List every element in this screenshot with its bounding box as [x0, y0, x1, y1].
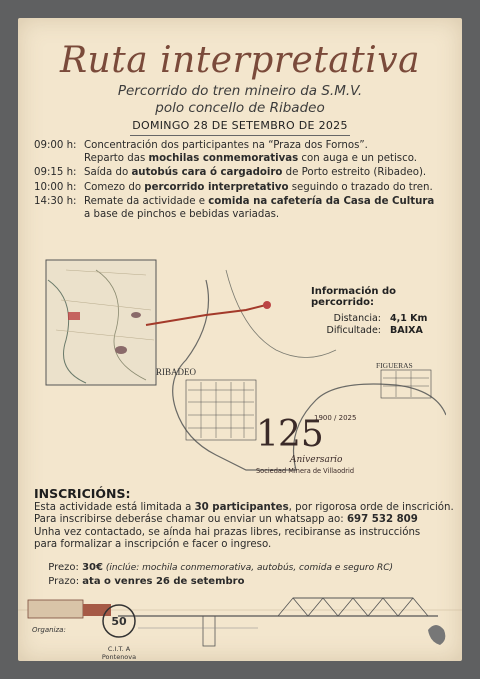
schedule-row [34, 140, 454, 165]
map-label-ribadeo: RIBADEO [156, 367, 196, 377]
registration-line1 [34, 502, 458, 515]
schedule-time: 14:30 h: [34, 196, 77, 207]
price-block [26, 561, 393, 588]
schedule-row [34, 182, 454, 195]
phone-number: 697 532 809 [346, 514, 418, 525]
price-value: 30€ [82, 562, 103, 573]
schedule-time: 09:15 h: [34, 167, 77, 178]
poster-title: Ruta interpretativa [59, 40, 421, 81]
schedule-time: 10:00 h: [34, 181, 77, 193]
anniv-number-1: 1 [256, 414, 279, 455]
route-info [311, 286, 451, 337]
registration [34, 488, 458, 552]
registration-heading: INSCRICIÓNS: [34, 486, 131, 501]
schedule-description: Concentración dos participantes na “Praza dos Fornos”. Reparto das mochilas conmemorativas con auga e un petisco. [84, 140, 418, 164]
schedule-description: Remate da actividade e comida na cafetería da Casa de Cultura a base de pinchos e bebidas variadas. [84, 196, 435, 220]
schedule-description: Comezo do percorrido interpretativo seguindo o trazado do tren. [84, 181, 433, 193]
deadline-value: ata o venres 26 de setembro [82, 576, 245, 587]
organiza-label: Organiza: [32, 626, 66, 634]
participants-limit: 30 participantes [194, 501, 289, 513]
difficulty-label: Dificultade: [326, 325, 381, 336]
difficulty-value: BAIXA [390, 325, 423, 336]
distance-label: Distancia: [333, 313, 381, 324]
anniv-number-25: 25 [278, 414, 324, 455]
cit-emblem-icon [101, 603, 137, 639]
ribadeo-town [186, 380, 256, 440]
anniv-company: Sociedad Minera de Villaodrid [256, 467, 355, 475]
inset-map [46, 260, 156, 385]
cit-emblem-number: 50 [111, 615, 127, 628]
registration-line2 [34, 514, 458, 527]
registration-line4: para formalizar a inscripción e facer o ingreso. [34, 539, 272, 550]
distance-row [311, 313, 451, 325]
cit-name: C.I.T. A Pontenova [101, 645, 137, 661]
anniversary-logo [256, 406, 406, 476]
event-date: DOMINGO 28 DE SETEMBRO DE 2025 [130, 119, 350, 136]
schedule-description: Saída do autobús cara ó cargadoiro de Porto estreito (Ribadeo). [84, 167, 427, 178]
anniv-years: 1900 / 2025 [314, 414, 357, 422]
price-row [26, 561, 393, 575]
registration-text: Para inscribirse deberáse chamar ou enviar un whatsapp ao: [34, 514, 347, 525]
registration-text: , por rigorosa orde de inscrición. [288, 501, 454, 513]
distance-value: 4,1 Km [390, 313, 428, 324]
poster-paper [18, 18, 462, 661]
map-label-figueras: FIGUERAS [376, 361, 413, 370]
schedule [34, 140, 454, 223]
poster-subtitle-line2: polo concello de Ribadeo [155, 100, 325, 116]
registration-text: Esta actividade está limitada a [34, 501, 195, 513]
price-note: (inclúe: mochila conmemorativa, autobús, comida e seguro RC) [102, 563, 394, 573]
poster-subtitle-line1: Percorrido do tren mineiro da S.M.V. [117, 83, 363, 99]
schedule-row [34, 196, 454, 221]
route-info-heading: Información do percorrido: [311, 286, 397, 308]
anniv-label: Aniversario [290, 455, 343, 465]
schedule-time: 09:00 h: [34, 140, 77, 151]
cit-logo [94, 603, 144, 661]
deadline-row [26, 575, 393, 588]
schedule-row [34, 167, 454, 180]
price-label: Prezo: [48, 562, 79, 573]
registration-line3: Unha vez contactado, se aínda hai prazas libres, recibiranse as instruccións [34, 526, 421, 538]
difficulty-row [311, 325, 451, 337]
deadline-label: Prazo: [48, 576, 80, 587]
loading-bridge-illustration [18, 590, 462, 650]
